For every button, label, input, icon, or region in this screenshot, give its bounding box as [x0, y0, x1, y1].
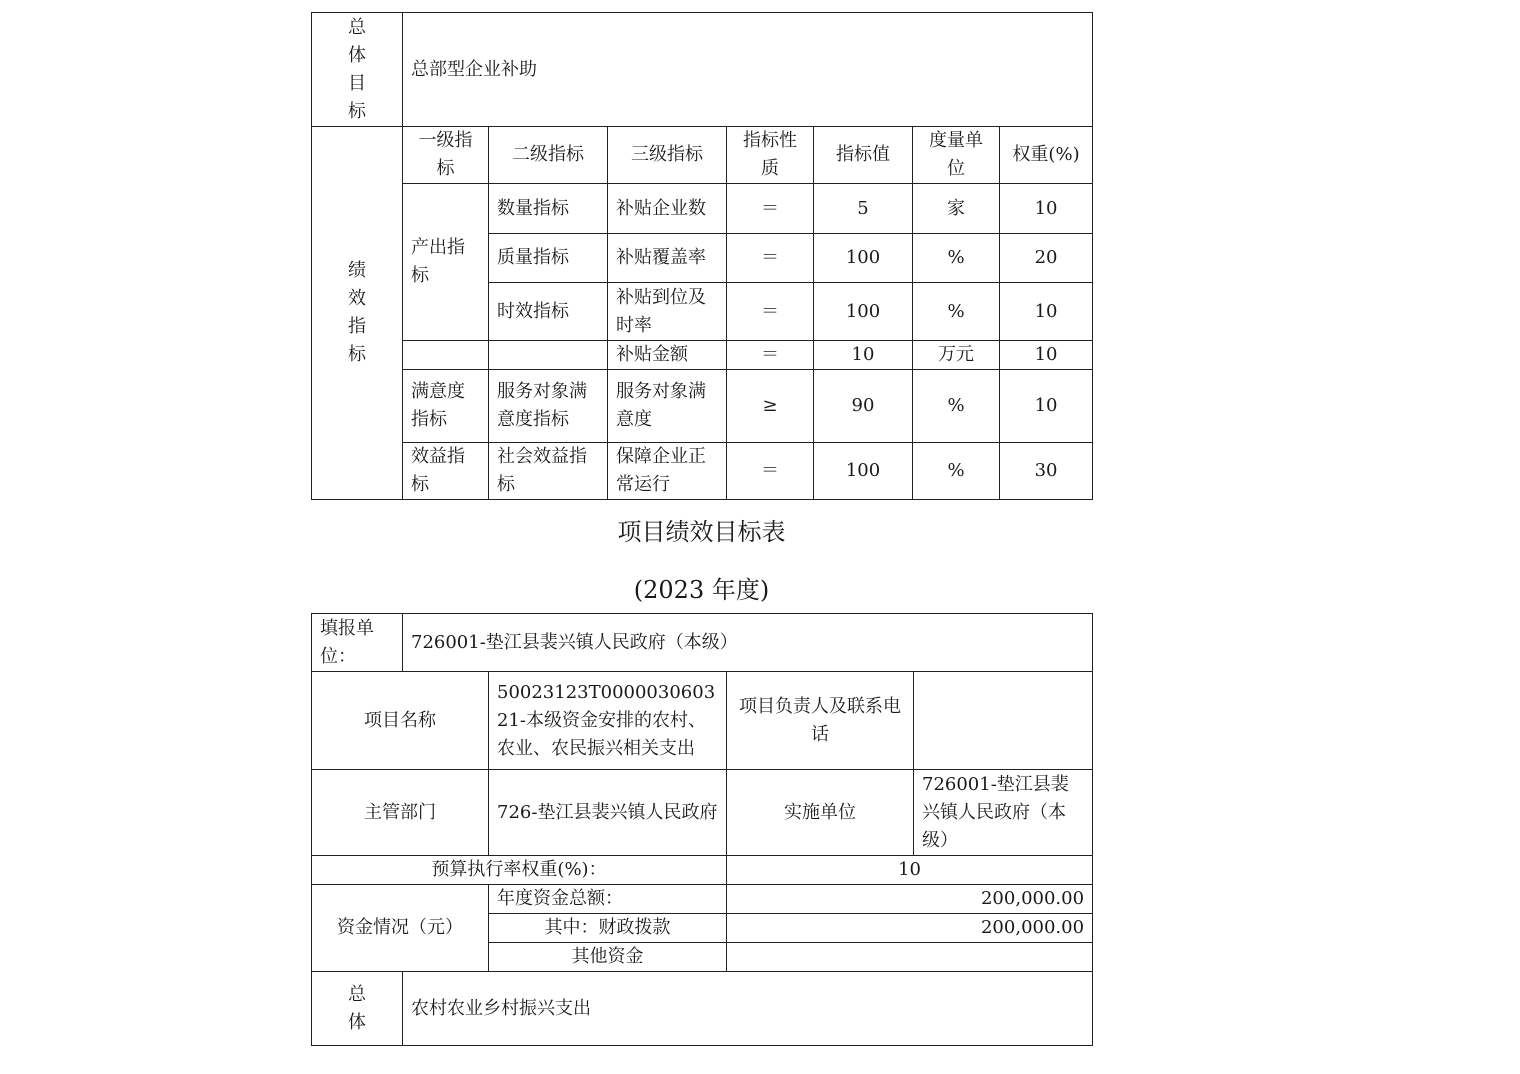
header-weight: 权重(%) [1000, 127, 1093, 184]
table-row [312, 184, 1093, 234]
weight-cell: 10 [1000, 341, 1093, 370]
nature-cell: ＝ [727, 184, 814, 234]
output-indicator-label: 产出指标 [403, 184, 489, 341]
fund-fiscal-value: 200,000.00 [727, 914, 1093, 943]
contact-label: 项目负责人及联系电话 [727, 672, 914, 770]
value-cell: 5 [814, 184, 913, 234]
page-subtitle: (2023 年度) [633, 576, 770, 604]
unit-cell: % [913, 234, 1000, 283]
reporting-unit-label: 填报单位： [312, 614, 403, 672]
implementing-unit-value: 726001-垫江县裴兴镇人民政府（本级） [914, 770, 1093, 856]
nature-cell: ＝ [727, 283, 814, 341]
fund-total-label: 年度资金总额： [489, 885, 727, 914]
header-nature: 指标性质 [727, 127, 814, 184]
fund-other-value [727, 943, 1093, 972]
fund-total-value: 200,000.00 [727, 885, 1093, 914]
level3-cell: 保障企业正常运行 [608, 443, 727, 500]
header-unit: 度量单位 [913, 127, 1000, 184]
unit-cell: % [913, 283, 1000, 341]
fund-status-label: 资金情况（元） [312, 885, 489, 972]
value-cell: 10 [814, 341, 913, 370]
weight-cell: 20 [1000, 234, 1093, 283]
header-level2: 二级指标 [489, 127, 608, 184]
level3-cell: 补贴覆盖率 [608, 234, 727, 283]
table-row [312, 370, 1093, 443]
level1-cell: 效益指标 [403, 443, 489, 500]
value-cell: 100 [814, 234, 913, 283]
nature-cell: ≥ [727, 370, 814, 443]
fund-fiscal-label: 其中：财政拨款 [489, 914, 727, 943]
table-row [312, 443, 1093, 500]
level2-cell: 质量指标 [489, 234, 608, 283]
performance-indicator-label: 绩 效 指 标 [312, 127, 403, 500]
department-value: 726-垫江县裴兴镇人民政府 [489, 770, 727, 856]
implementing-unit-label: 实施单位 [727, 770, 914, 856]
unit-cell: % [913, 443, 1000, 500]
unit-cell: % [913, 370, 1000, 443]
nature-cell: ＝ [727, 234, 814, 283]
level2-cell [489, 341, 608, 370]
level2-cell: 服务对象满意度指标 [489, 370, 608, 443]
header-value: 指标值 [814, 127, 913, 184]
unit-cell: 家 [913, 184, 1000, 234]
level3-cell: 补贴金额 [608, 341, 727, 370]
level2-cell: 时效指标 [489, 283, 608, 341]
header-level1: 一级指标 [403, 127, 489, 184]
weight-cell: 30 [1000, 443, 1093, 500]
budget-rate-label: 预算执行率权重(%)： [312, 856, 727, 885]
page-title: 项目绩效目标表 [617, 518, 786, 546]
table-row [312, 341, 1093, 370]
nature-cell: ＝ [727, 443, 814, 500]
level2-cell: 数量指标 [489, 184, 608, 234]
budget-rate-value: 10 [727, 856, 1093, 885]
overall-goal-label: 总 体 目 标 [312, 13, 403, 127]
overall-goal-label: 总 体 [312, 972, 403, 1046]
level1-cell: 满意度指标 [403, 370, 489, 443]
value-cell: 90 [814, 370, 913, 443]
value-cell: 100 [814, 283, 913, 341]
level3-cell: 补贴企业数 [608, 184, 727, 234]
project-name-label: 项目名称 [312, 672, 489, 770]
project-name-value: 50023123T000003060321-本级资金安排的农村、农业、农民振兴相关支出 [489, 672, 727, 770]
reporting-unit-value: 726001-垫江县裴兴镇人民政府（本级） [403, 614, 1093, 672]
overall-goal-text: 农村农业乡村振兴支出 [403, 972, 1093, 1046]
project-info-table [311, 613, 1093, 1046]
unit-cell: 万元 [913, 341, 1000, 370]
nature-cell: ＝ [727, 341, 814, 370]
value-cell: 100 [814, 443, 913, 500]
level1-cell-empty [403, 341, 489, 370]
level3-cell: 补贴到位及时率 [608, 283, 727, 341]
fund-other-label: 其他资金 [489, 943, 727, 972]
department-label: 主管部门 [312, 770, 489, 856]
weight-cell: 10 [1000, 370, 1093, 443]
weight-cell: 10 [1000, 283, 1093, 341]
level2-cell: 社会效益指标 [489, 443, 608, 500]
performance-indicator-table [311, 12, 1093, 500]
level3-cell: 服务对象满意度 [608, 370, 727, 443]
contact-value [914, 672, 1093, 770]
header-level3: 三级指标 [608, 127, 727, 184]
weight-cell: 10 [1000, 184, 1093, 234]
overall-goal-text: 总部型企业补助 [403, 13, 1093, 127]
